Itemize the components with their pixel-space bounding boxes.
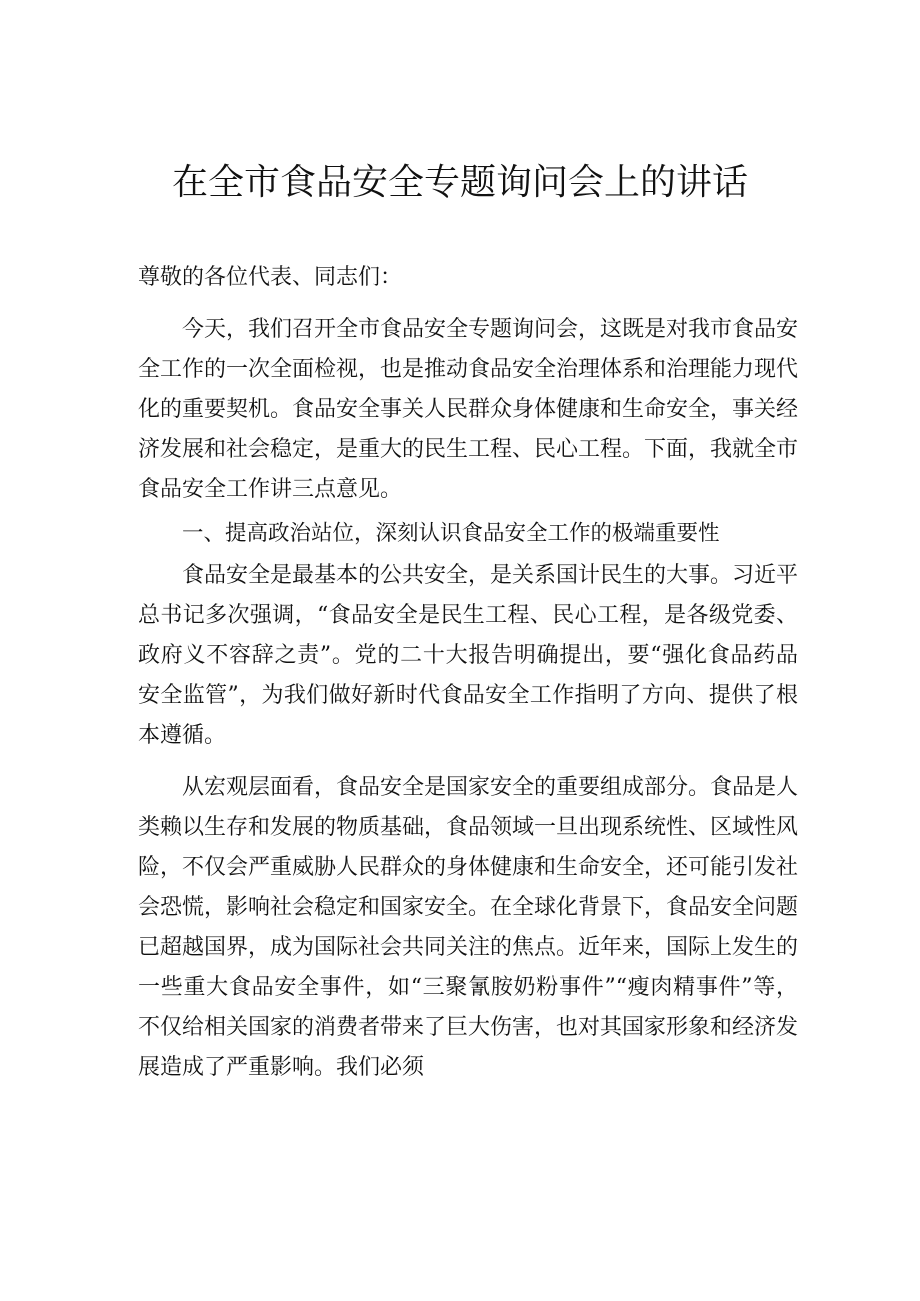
section-paragraph-2: 从宏观层面看，食品安全是国家安全的重要组成部分。食品是人类赖以生存和发展的物质基础，食品领域一旦出现系统性、区域性风险，不仅会严重威胁人民群众的身体健康和生命安全，还可能引发社会恐慌，影响社会稳定和国家安全。在全球化背景下，食品安全问题已超越国界，成为国际社会共同关注的焦点。近年来，国际上发生的一些重大食品安全事件，如“三聚氰胺奶粉事件”“瘦肉精事件”等，不仅给相关国家的消费者带来了巨大伤害，也对其国家形象和经济发展造成了严重影响。我们必须	[138, 775, 799, 1080]
section-heading: 一、提高政治站位，深刻认识食品安全工作的极端重要性	[182, 521, 720, 546]
document-title: 在全市食品安全专题询问会上的讲话	[171, 162, 748, 203]
greeting-line: 尊敬的各位代表、同志们：	[138, 265, 403, 290]
section-paragraph-1: 食品安全是最基本的公共安全，是关系国计民生的大事。习近平总书记多次强调，“食品安全是民生工程、民心工程，是各级党委、政府义不容辞之责”。党的二十大报告明确提出，要“强化食品药品安全监管”，为我们做好新时代食品安全工作指明了方向、提供了根本遵循。	[138, 563, 799, 748]
intro-paragraph: 今天，我们召开全市食品安全专题询问会，这既是对我市食品安全工作的一次全面检视，也是推动食品安全治理体系和治理能力现代化的重要契机。食品安全事关人民群众身体健康和生命安全，事关经济发展和社会稳定，是重大的民生工程、民心工程。下面，我就全市食品安全工作讲三点意见。	[138, 317, 799, 502]
document-body	[138, 258, 798, 1088]
